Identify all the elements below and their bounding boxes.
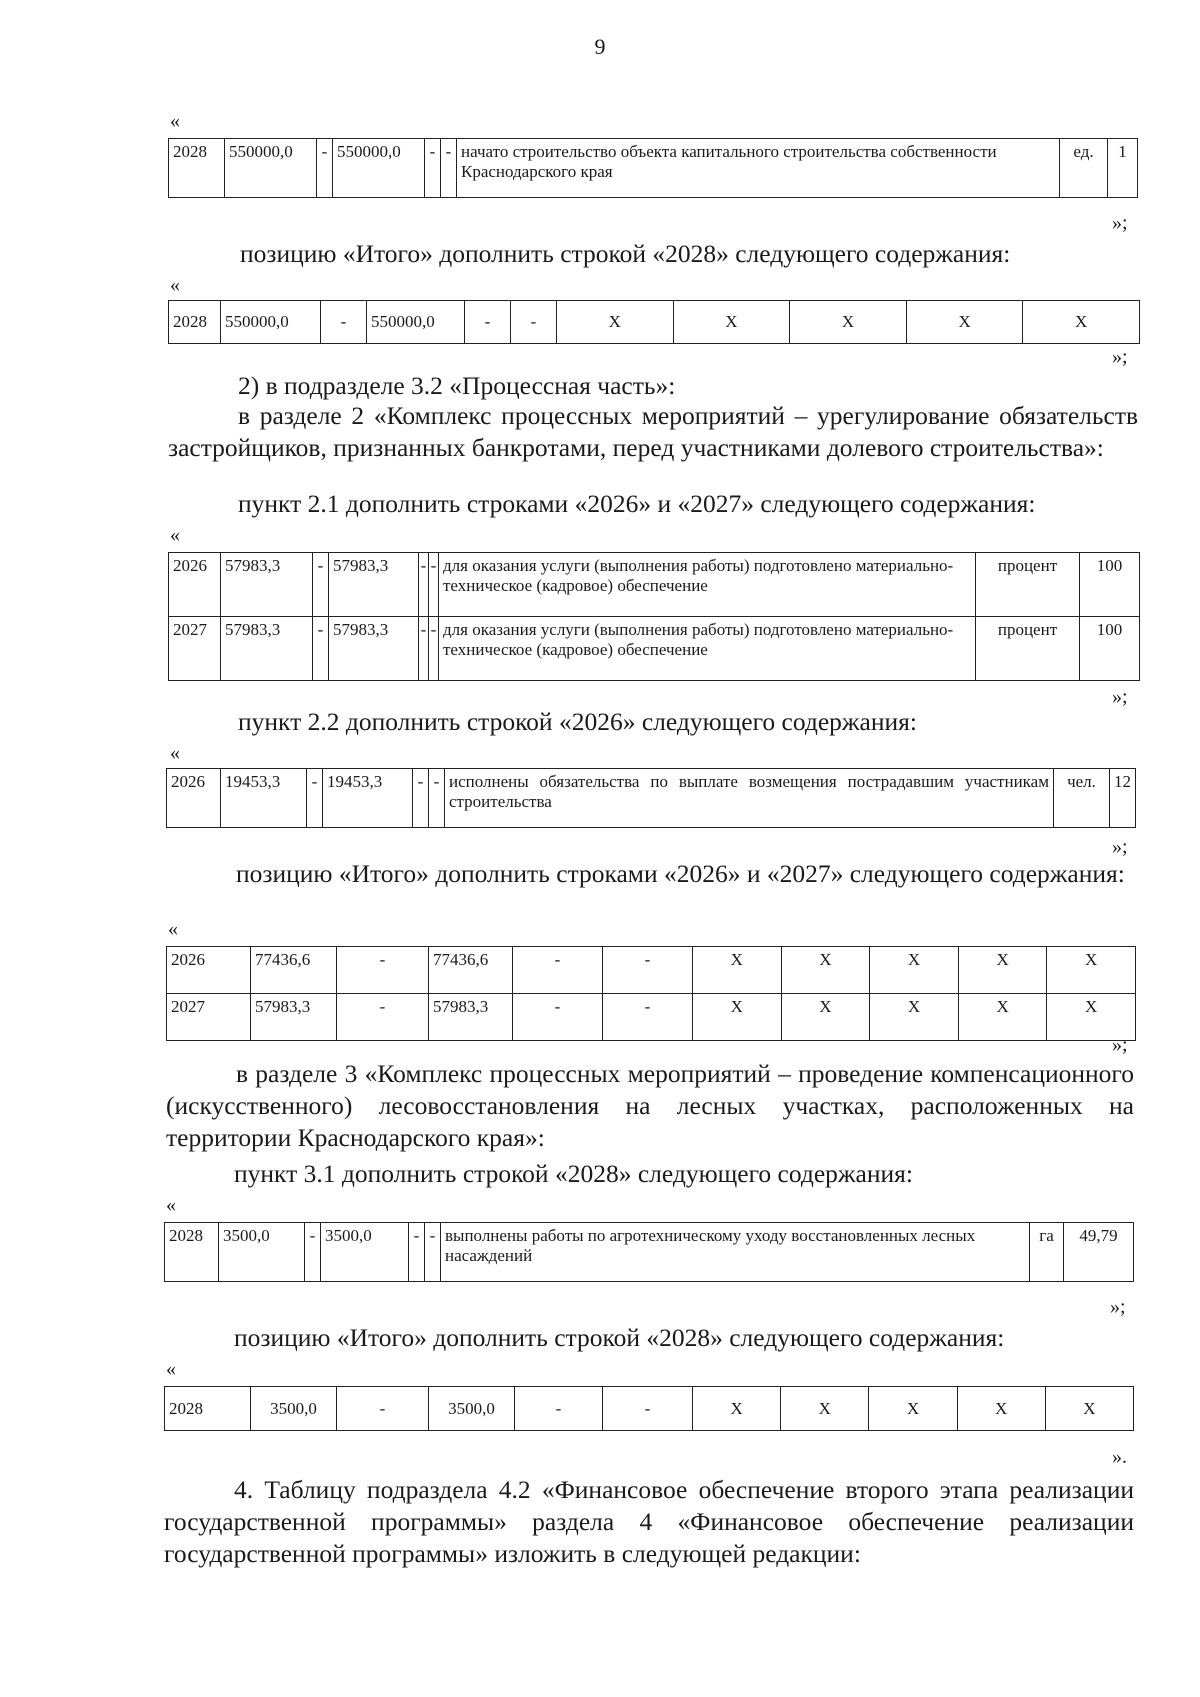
- dash-cell: -: [441, 139, 457, 198]
- close-quote: ».: [1112, 1446, 1127, 1468]
- table-total-2026-2027: [166, 946, 1136, 1041]
- dash-cell: -: [337, 1387, 429, 1431]
- paragraph: пункт 2.2 дополнить строкой «2026» следующего содержания:: [238, 707, 917, 736]
- open-quote: «: [166, 1194, 176, 1216]
- x-cell: X: [1047, 994, 1136, 1041]
- close-quote: »;: [1110, 1296, 1126, 1318]
- year-cell: 2026: [167, 947, 251, 994]
- value-cell: 100: [1080, 617, 1140, 681]
- regional-cell: 3500,0: [321, 1223, 409, 1282]
- x-cell: X: [693, 947, 782, 994]
- paragraph: 2) в подразделе 3.2 «Процессная часть»:: [238, 371, 676, 400]
- total-cell: 550000,0: [225, 139, 317, 198]
- x-cell: X: [781, 994, 870, 1041]
- total-cell: 19453,3: [221, 769, 307, 828]
- total-cell: 3500,0: [219, 1223, 305, 1282]
- dash-cell: -: [603, 994, 693, 1041]
- paragraph: пункт 3.1 дополнить строкой «2028» следующего содержания:: [234, 1159, 913, 1188]
- dash-cell: -: [429, 553, 439, 617]
- value-cell: 100: [1080, 553, 1140, 617]
- open-quote: «: [168, 918, 178, 940]
- x-cell: X: [958, 994, 1047, 1041]
- x-cell: X: [1023, 301, 1140, 344]
- unit-cell: га: [1030, 1223, 1064, 1282]
- description-cell: выполнены работы по агротехническому уходу восстановленных лесных насаждений: [441, 1223, 1030, 1282]
- open-quote: «: [170, 274, 180, 296]
- table-row: [169, 617, 1140, 681]
- x-cell: X: [906, 301, 1023, 344]
- year-cell: 2028: [169, 301, 221, 344]
- value-cell: 1: [1108, 139, 1138, 198]
- dash-cell: -: [313, 553, 329, 617]
- open-quote: «: [170, 524, 180, 546]
- x-cell: X: [693, 1387, 781, 1431]
- paragraph: в разделе 3 «Комплекс процессных мероприятий – проведение компенсационного (искусственного) лесовосстановления на лесных участках, расположенных на территории Краснодарского края»:: [166, 1059, 1134, 1152]
- table-point-2-1: [168, 552, 1140, 681]
- year-cell: 2026: [167, 769, 221, 828]
- year-cell: 2028: [165, 1387, 251, 1431]
- paragraph: позицию «Итого» дополнить строкой «2028» следующего содержания:: [234, 1323, 1005, 1352]
- dash-cell: -: [305, 1223, 321, 1282]
- paragraph: пункт 2.1 дополнить строками «2026» и «2027» следующего содержания:: [238, 489, 1036, 518]
- x-cell: X: [790, 301, 907, 344]
- unit-cell: процент: [976, 617, 1080, 681]
- total-cell: 57983,3: [221, 617, 313, 681]
- dash-cell: -: [409, 1223, 425, 1282]
- regional-cell: 550000,0: [367, 301, 465, 344]
- table-capital-construction: [168, 138, 1138, 198]
- paragraph: позицию «Итого» дополнить строкой «2028» следующего содержания:: [240, 239, 1011, 268]
- table-point-2-2: [166, 768, 1136, 828]
- dash-cell: -: [429, 617, 439, 681]
- unit-cell: чел.: [1054, 769, 1110, 828]
- dash-cell: -: [337, 947, 429, 994]
- close-quote: »;: [1112, 686, 1128, 708]
- close-quote: »;: [1112, 1034, 1128, 1056]
- description-cell: исполнены обязательства по выплате возмещения пострадавшим участникам строительства: [445, 769, 1054, 828]
- unit-cell: процент: [976, 553, 1080, 617]
- total-cell: 3500,0: [251, 1387, 337, 1431]
- dash-cell: -: [317, 139, 333, 198]
- dash-cell: -: [321, 301, 367, 344]
- table-row: [165, 1387, 1134, 1431]
- dash-cell: -: [511, 301, 557, 344]
- dash-cell: -: [425, 1223, 441, 1282]
- table-row: [169, 301, 1140, 344]
- dash-cell: -: [307, 769, 323, 828]
- dash-cell: -: [603, 947, 693, 994]
- x-cell: X: [870, 947, 959, 994]
- regional-cell: 550000,0: [333, 139, 425, 198]
- page-number: 9: [594, 34, 606, 59]
- x-cell: X: [557, 301, 674, 344]
- x-cell: X: [958, 947, 1047, 994]
- dash-cell: -: [337, 994, 429, 1041]
- open-quote: «: [170, 742, 180, 764]
- paragraph: позицию «Итого» дополнить строками «2026» и «2027» следующего содержания:: [236, 859, 1125, 888]
- unit-cell: ед.: [1060, 139, 1108, 198]
- description-cell: для оказания услуги (выполнения работы) подготовлено материально-техническое (кадровое) обеспечение: [439, 553, 976, 617]
- x-cell: X: [957, 1387, 1045, 1431]
- open-quote: «: [166, 1358, 176, 1380]
- year-cell: 2026: [169, 553, 221, 617]
- description-cell: для оказания услуги (выполнения работы) подготовлено материально-техническое (кадровое) обеспечение: [439, 617, 976, 681]
- x-cell: X: [1047, 947, 1136, 994]
- table-row: [167, 947, 1136, 994]
- table-row: [169, 139, 1138, 198]
- regional-cell: 57983,3: [329, 553, 419, 617]
- regional-cell: 57983,3: [329, 617, 419, 681]
- paragraph: 4. Таблицу подраздела 4.2 «Финансовое обеспечение второго этапа реализации государственной программы» раздела 4 «Финансовое обеспечение реализации государственной программы» изложить в следующей редакции:: [164, 1475, 1134, 1568]
- x-cell: X: [869, 1387, 957, 1431]
- dash-cell: -: [413, 769, 429, 828]
- x-cell: X: [673, 301, 790, 344]
- year-cell: 2028: [165, 1223, 219, 1282]
- table-total-2028-forest: [164, 1386, 1134, 1431]
- x-cell: X: [870, 994, 959, 1041]
- total-cell: 57983,3: [251, 994, 337, 1041]
- dash-cell: -: [313, 617, 329, 681]
- table-row: [169, 553, 1140, 617]
- table-row: [165, 1223, 1134, 1282]
- x-cell: X: [693, 994, 782, 1041]
- regional-cell: 19453,3: [323, 769, 413, 828]
- dash-cell: -: [419, 617, 429, 681]
- paragraph: в разделе 2 «Комплекс процессных мероприятий – урегулирование обязательств застройщиков, признанных банкротами, перед участниками долевого строительства»:: [168, 401, 1138, 462]
- dash-cell: -: [515, 1387, 603, 1431]
- dash-cell: -: [429, 769, 445, 828]
- regional-cell: 57983,3: [429, 994, 513, 1041]
- close-quote: »;: [1112, 836, 1128, 858]
- table-total-2028: [168, 300, 1140, 344]
- total-cell: 550000,0: [221, 301, 321, 344]
- total-cell: 57983,3: [221, 553, 313, 617]
- x-cell: X: [781, 1387, 869, 1431]
- description-cell: начато строительство объекта капитального строительства собственности Краснодарского края: [457, 139, 1060, 198]
- regional-cell: 77436,6: [429, 947, 513, 994]
- dash-cell: -: [465, 301, 511, 344]
- value-cell: 49,79: [1064, 1223, 1134, 1282]
- total-cell: 77436,6: [251, 947, 337, 994]
- year-cell: 2027: [167, 994, 251, 1041]
- regional-cell: 3500,0: [429, 1387, 515, 1431]
- dash-cell: -: [425, 139, 441, 198]
- value-cell: 12: [1110, 769, 1136, 828]
- x-cell: X: [781, 947, 870, 994]
- close-quote: »;: [1112, 346, 1128, 368]
- close-quote: »;: [1112, 212, 1128, 234]
- dash-cell: -: [603, 1387, 693, 1431]
- table-point-3-1: [164, 1222, 1134, 1282]
- dash-cell: -: [513, 994, 603, 1041]
- year-cell: 2027: [169, 617, 221, 681]
- table-row: [167, 769, 1136, 828]
- dash-cell: -: [513, 947, 603, 994]
- open-quote: «: [170, 110, 180, 132]
- table-row: [167, 994, 1136, 1041]
- year-cell: 2028: [169, 139, 225, 198]
- x-cell: X: [1045, 1387, 1133, 1431]
- dash-cell: -: [419, 553, 429, 617]
